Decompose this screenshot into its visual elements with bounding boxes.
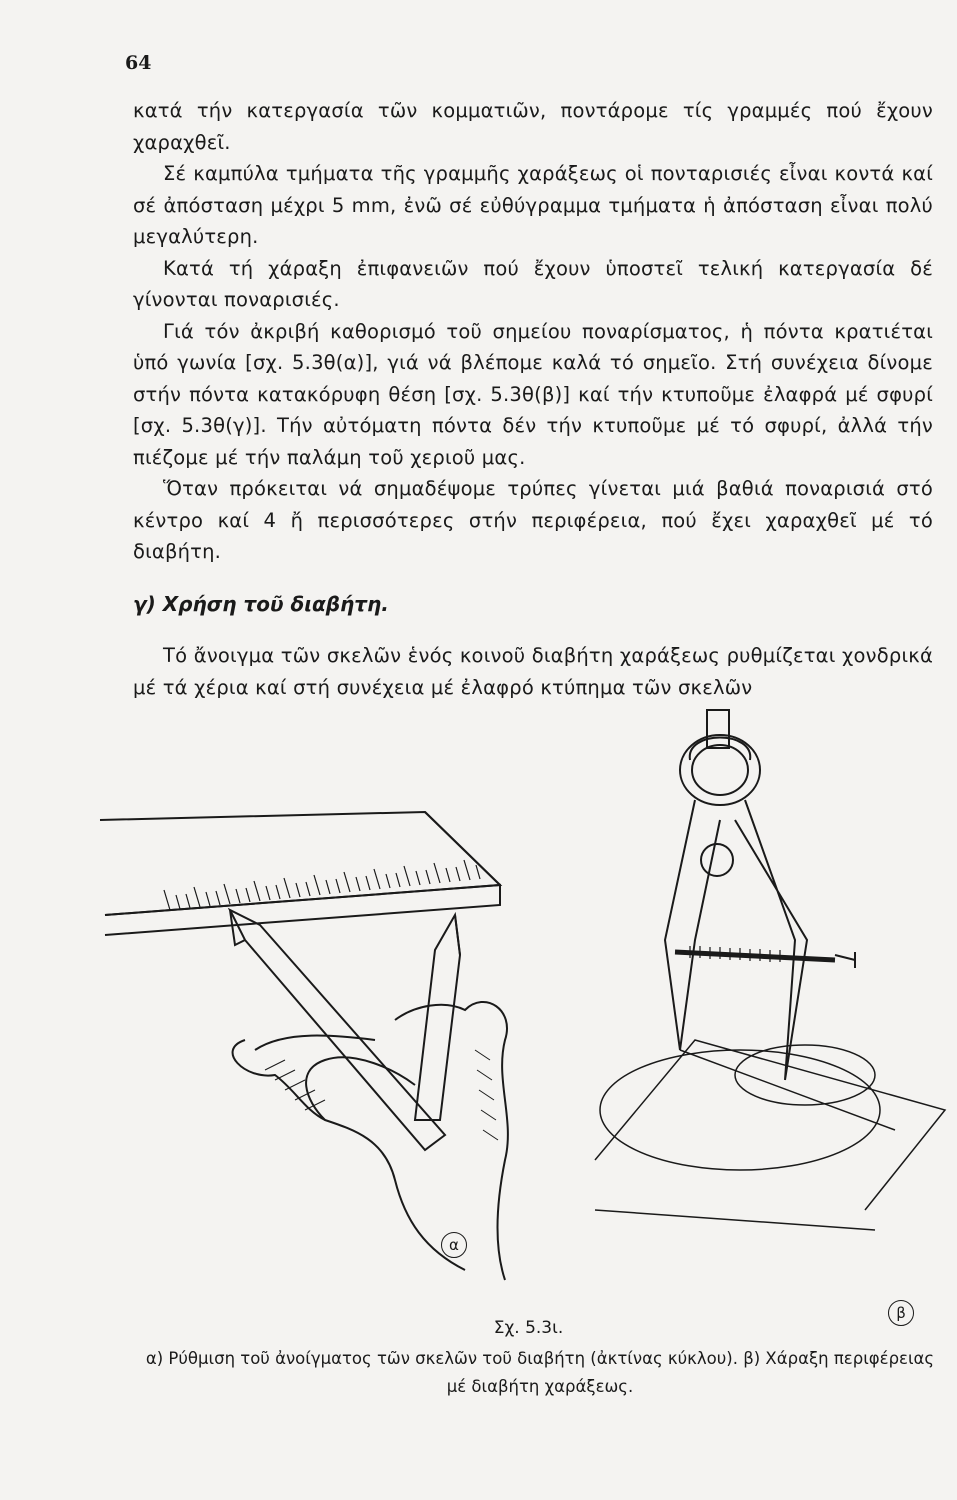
body-text [133, 95, 933, 568]
figure-label-b: β [888, 1300, 914, 1326]
compass-legs-in-hand [230, 910, 508, 1280]
figure-compass-illustration [95, 690, 955, 1300]
section-heading: γ) Χρήση τοῦ διαβήτη. [133, 592, 389, 616]
paragraph-2: Σέ καμπύλα τμήματα τῆς γραμμῆς χαράξεως οἱ πονταρισιές εἶναι κοντά καί σέ ἀπόσταση μέχρι 5 mm, ἐνῶ σέ εὐθύγραμμα τμήματα ἡ ἀπόσταση εἶναι πολύ μεγαλύτερη. [133, 162, 933, 248]
page-number: 64 [125, 52, 152, 74]
compass-illustration [595, 710, 945, 1230]
figure-label-a: α [441, 1232, 467, 1258]
paragraph-4: Γιά τόν ἀκριβή καθορισμό τοῦ σημείου ποναρίσματος, ἡ πόντα κρατιέται ὑπό γωνία [σχ. 5.3θ(α)], γιά νά βλέπομε καλά τό σημεῖο. Στή συνέχεια δίνομε στήν πόντα κατακόρυφη θέση [σχ. 5.3θ(β)] καί τήν κτυποῦμε ἐλαφρά μέ σφυρί [σχ. 5.3θ(γ)]. Τήν αὐτόματη πόντα δέν τήν κτυποῦμε μέ τό σφυρί, ἀλλά τήν πιέζομε μέ τήν παλάμη τοῦ χεριοῦ μας. [133, 319, 933, 469]
paragraph-5: Ὅταν πρόκειται νά σημαδέψομε τρύπες γίνεται μιά βαθιά ποναρισιά στό κέντρο καί 4 ἤ περισσότερες στήν περιφέρεια, πού ἔχει χαραχθεῖ μέ τό διαβήτη. [133, 477, 933, 563]
paragraph-1: κατά τήν κατεργασία τῶν κομματιῶν, ποντάρομε τίς γραμμές πού ἔχουν χαραχθεῖ. [133, 99, 933, 154]
figure-caption-text: α) Ρύθμιση τοῦ ἀνοίγματος τῶν σκελῶν τοῦ διαβήτη (ἀκτίνας κύκλου). β) Χάραξη περιφέρειας μέ διαβήτη χαράξεως. [145, 1349, 935, 1396]
section-paragraph: Τό ἄνοιγμα τῶν σκελῶν ἑνός κοινοῦ διαβήτη χαράξεως ρυθμίζεται χονδρικά μέ τά χέρια καί στή συνέχεια μέ ἐλαφρό κτύπημα τῶν σκελῶν [133, 644, 933, 699]
ruler-illustration [100, 812, 500, 935]
figure-caption-title: Σχ. 5.3ι. [493, 1318, 564, 1338]
paragraph-3: Κατά τή χάραξη ἐπιφανειῶν πού ἔχουν ὑποστεῖ τελική κατεργασία δέ γίνονται ποναρισιές. [133, 256, 933, 311]
